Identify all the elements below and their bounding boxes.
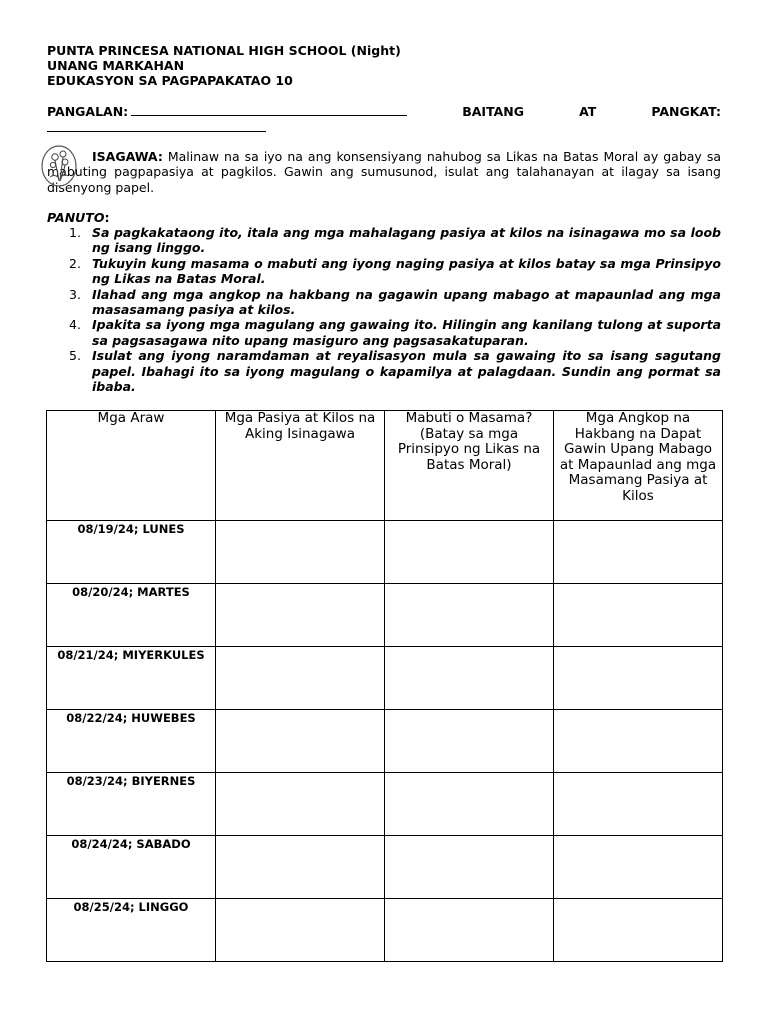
isagawa-label: ISAGAWA: [92,149,163,164]
table-row [47,710,723,773]
steps-cell[interactable] [554,647,723,710]
decisions-cell[interactable] [216,899,385,962]
instruction-item: 4. Ipakita sa iyong mga magulang ang gawaing ito. Hilingin ang kanilang tulong at suporta sa pagsasagawa nito upang masiguro ang pagsasakatuparan. [69,317,721,348]
name-label: PANGALAN: [47,104,129,119]
section-blank [47,131,266,132]
decisions-cell[interactable] [216,710,385,773]
quarter-title: UNANG MARKAHAN [47,58,185,73]
isagawa-paragraph [47,149,721,195]
header-steps: Mga Angkop na Hakbang na Dapat Gawin Upang Mabago at Mapaunlad ang mga Masamang Pasiya at Kilos [554,411,723,521]
table-row [47,836,723,899]
table-row [47,899,723,962]
table-header-row [47,411,723,521]
good-or-bad-cell[interactable] [385,647,554,710]
decisions-cell[interactable] [216,647,385,710]
table-row [47,773,723,836]
weekly-table [46,410,723,962]
grade-label-baitang: BAITANG [462,104,525,119]
day-cell: 08/21/24; MIYERKULES [47,647,216,710]
steps-cell[interactable] [554,899,723,962]
flower-emblem-icon [40,143,78,189]
isagawa-text: Malinaw na sa iyo na ang konsensiyang nahubog sa Likas na Batas Moral ay gabay sa mabuting pagpapasiya at pagkilos. Gawin ang sumusunod, isulat ang talahanayan at ilagay sa isang disenyong papel. [47,149,721,195]
good-or-bad-cell[interactable] [385,710,554,773]
good-or-bad-cell[interactable] [385,521,554,584]
instruction-item: 2. Tukuyin kung masama o mabuti ang iyong naging pasiya at kilos batay sa mga Prinsipyo ng Likas na Batas Moral. [69,255,721,287]
school-name: PUNTA PRINCESA NATIONAL HIGH SCHOOL (Night) [47,43,401,58]
steps-cell[interactable] [554,710,723,773]
header-decisions: Mga Pasiya at Kilos na Aking Isinagawa [216,411,385,521]
name-field [47,104,407,120]
name-blank [131,104,407,116]
table-row [47,647,723,710]
day-cell: 08/20/24; MARTES [47,584,216,647]
decisions-cell[interactable] [216,836,385,899]
grade-label-at: AT [579,104,597,119]
decisions-cell[interactable] [216,521,385,584]
day-cell: 08/23/24; BIYERNES [47,773,216,836]
day-cell: 08/25/24; LINGGO [47,899,216,962]
day-cell: 08/19/24; LUNES [47,521,216,584]
day-cell: 08/24/24; SABADO [47,836,216,899]
table-row [47,584,723,647]
instruction-item: 1. Sa pagkakataong ito, itala ang mga mahalagang pasiya at kilos na isinagawa mo sa loob ng isang linggo. [69,225,721,256]
panuto-label: PANUTO: [47,210,110,225]
decisions-cell[interactable] [216,584,385,647]
instruction-item: 3. Ilahad ang mga angkop na hakbang na gagawin upang mabago at mapaunlad ang mga masasamang pasiya at kilos. [69,286,721,318]
steps-cell[interactable] [554,584,723,647]
steps-cell[interactable] [554,521,723,584]
header-good-or-bad: Mabuti o Masama? (Batay sa mga Prinsipyo ng Likas na Batas Moral) [385,411,554,521]
section-label: PANGKAT: [651,104,721,119]
good-or-bad-cell[interactable] [385,899,554,962]
decisions-cell[interactable] [216,773,385,836]
header-days: Mga Araw [47,411,216,521]
day-cell: 08/22/24; HUWEBES [47,710,216,773]
good-or-bad-cell[interactable] [385,773,554,836]
subject-title: EDUKASYON SA PAGPAPAKATAO 10 [47,73,293,88]
student-info-row [47,104,721,120]
table-row [47,521,723,584]
steps-cell[interactable] [554,773,723,836]
good-or-bad-cell[interactable] [385,836,554,899]
steps-cell[interactable] [554,836,723,899]
good-or-bad-cell[interactable] [385,584,554,647]
instructions-list [47,225,721,394]
instruction-item: 5. Isulat ang iyong naramdaman at reyalisasyon mula sa gawaing ito sa isang sagutang papel. Ibahagi ito sa iyong magulang o kapamilya at palagdaan. Sundin ang pormat sa ibaba. [69,348,721,395]
